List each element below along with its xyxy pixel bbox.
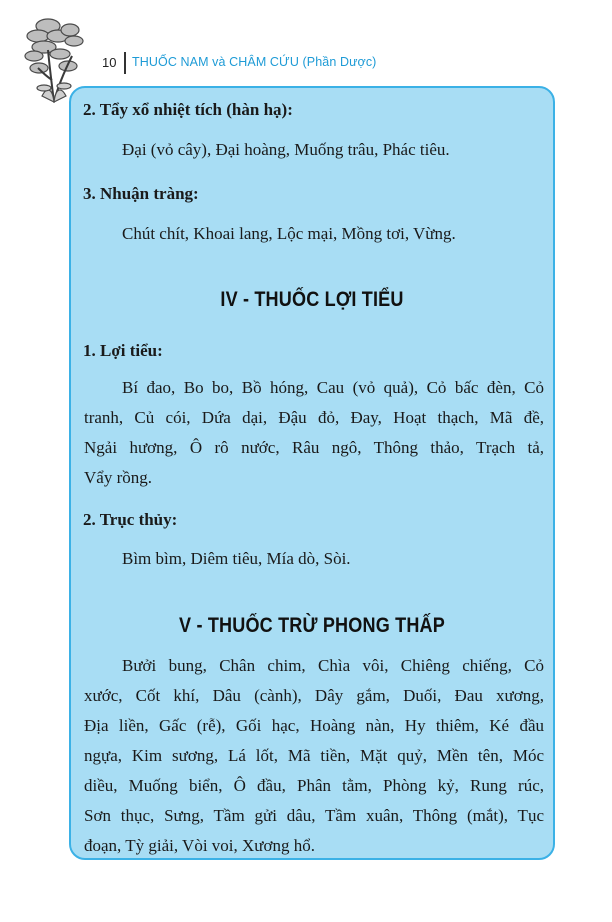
text-line: đoạn, Tỳ giải, Vòi voi, Xương hổ.	[84, 836, 316, 855]
text-line: Bí đao, Bo bo, Bồ hóng, Cau (vỏ quả), Cỏ bấc đèn, Cỏ	[122, 378, 544, 397]
text-line: Vẩy rồng.	[84, 468, 152, 487]
text-line: Địa liền, Gấc (rễ), Gối hạc, Hoàng nàn, Hy thiêm, Ké đầu	[84, 716, 544, 735]
paragraph-water-expelling: Bìm bìm, Diêm tiêu, Mía dò, Sòi.	[122, 549, 351, 568]
text-line: Bưởi bung, Chân chim, Chìa vôi, Chiêng chiếng, Cỏ	[122, 656, 544, 675]
text-line: tranh, Củ cói, Dứa dại, Đậu đỏ, Đay, Hoạt thạch, Mã đề,	[84, 408, 544, 427]
subheading-diuretic: 1. Lợi tiểu:	[83, 341, 163, 360]
text-line: ngựa, Kim sương, Lá lốt, Mã tiền, Mặt quỷ, Mền tên, Móc	[84, 746, 544, 765]
paragraph-diuretic	[84, 373, 544, 493]
text-line: diều, Muống biển, Ô đầu, Phân tằm, Phòng kỷ, Rung rúc,	[84, 776, 544, 795]
book-title: THUỐC NAM và CHÂM CỨU (Phần Dược)	[132, 55, 377, 69]
subheading-water-expelling: 2. Trục thủy:	[83, 510, 178, 529]
paragraph-laxative: Chút chít, Khoai lang, Lộc mại, Mồng tơi, Vừng.	[122, 224, 456, 243]
paragraph-antirheumatic	[84, 651, 544, 861]
header-divider	[124, 52, 126, 74]
section-title-antirheumatic: V - THUỐC TRỪ PHONG THẤP	[179, 614, 445, 637]
text-line: Ngải hương, Ô rô nước, Râu ngô, Thông thảo, Trạch tả,	[84, 438, 544, 457]
page-number: 10	[102, 55, 117, 70]
section-title-diuretics: IV - THUỐC LỢI TIỂU	[220, 288, 404, 311]
text-line: Sơn thục, Sưng, Tầm gửi dâu, Tầm xuân, Thông (mắt), Tục	[84, 806, 544, 825]
subheading-purgative: 2. Tẩy xổ nhiệt tích (hàn hạ):	[83, 100, 293, 119]
text-line: xước, Cốt khí, Dâu (cành), Dây gắm, Duối, Đau xương,	[84, 686, 544, 705]
subheading-laxative: 3. Nhuận tràng:	[83, 184, 199, 203]
paragraph-purgative: Đại (vỏ cây), Đại hoàng, Muống trâu, Phác tiêu.	[122, 140, 450, 159]
